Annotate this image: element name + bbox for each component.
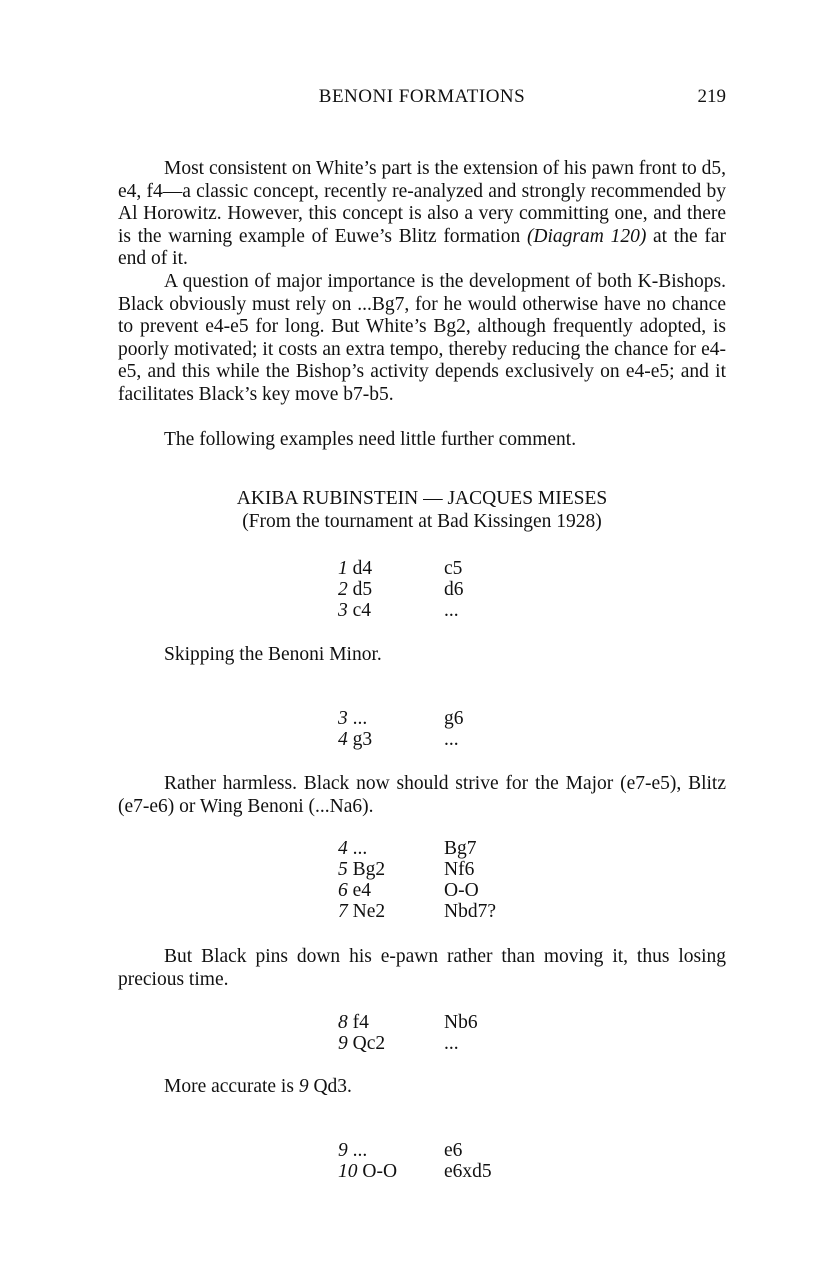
note-1: Skipping the Benoni Minor. xyxy=(164,644,382,665)
move-row: 6 e4 O-O xyxy=(338,880,479,901)
move-row: 1 d4 c5 xyxy=(338,558,463,579)
game-heading xyxy=(118,487,726,533)
game-event: (From the tournament at Bad Kissingen 1928) xyxy=(242,511,602,532)
move-row: 2 d5 d6 xyxy=(338,579,464,600)
move-row: 10 O-O e6xd5 xyxy=(338,1161,492,1182)
move-row: 9 Qc2 ... xyxy=(338,1033,459,1054)
move-row: 5 Bg2 Nf6 xyxy=(338,859,475,880)
move-block-5 xyxy=(338,1140,538,1182)
paragraph-1-text: Most consistent on White’s part is the extension of his pawn front to d5, e4, f4—a classic concept, recently re-analyzed and strongly recommended by Al Horowitz. However, this concept is also a very committing one, and there is the warning example of Euwe’s Blitz formation xyxy=(118,158,726,247)
move-row: 7 Ne2 Nbd7? xyxy=(338,901,496,922)
paragraph-3 xyxy=(118,429,726,452)
paragraph-2 xyxy=(118,271,726,407)
move-row: 3 ... g6 xyxy=(338,708,464,729)
paragraph-1 xyxy=(118,158,726,271)
chapter-title: BENONI FORMATIONS xyxy=(318,86,526,107)
move-row: 8 f4 Nb6 xyxy=(338,1012,478,1033)
diagram-reference: (Diagram 120) xyxy=(526,225,647,247)
note-4: More accurate is 9 Qd3. xyxy=(164,1076,352,1097)
note-2: Rather harmless. Black now should strive for the Major (e7-e5), Blitz (e7-e6) or Wing Benoni (...Na6). xyxy=(118,773,726,817)
move-row: 3 c4 ... xyxy=(338,600,459,621)
note-3: But Black pins down his e-pawn rather than moving it, thus losing precious time. xyxy=(118,946,726,990)
game-players: AKIBA RUBINSTEIN — JACQUES MIESES xyxy=(236,488,608,509)
move-block-2 xyxy=(338,708,538,750)
page-number: 219 xyxy=(697,86,726,107)
move-block-1 xyxy=(338,558,538,621)
move-row: 4 g3 ... xyxy=(338,729,459,750)
paragraph-3-text: The following examples need little further comment. xyxy=(164,429,577,450)
move-row: 4 ... Bg7 xyxy=(338,838,477,859)
move-block-4 xyxy=(338,1012,538,1054)
move-block-3 xyxy=(338,838,538,922)
move-row: 9 ... e6 xyxy=(338,1140,463,1161)
paragraph-2-text: A question of major importance is the development of both K-Bishops. Black obviously must rely on ...Bg7, for he would otherwise have no chance to prevent e4-e5 for long. But White’s Bg2, although frequently adopted, is poorly motivated; it costs an extra tempo, thereby reducing the chance for e4-e5, and this while the Bishop’s activity depends exclusively on e4-e5; and it facilitates Black’s key move b7-b5. xyxy=(118,271,726,405)
running-head xyxy=(118,84,726,110)
paragraph-1-end: at the far end of it. xyxy=(118,225,726,270)
